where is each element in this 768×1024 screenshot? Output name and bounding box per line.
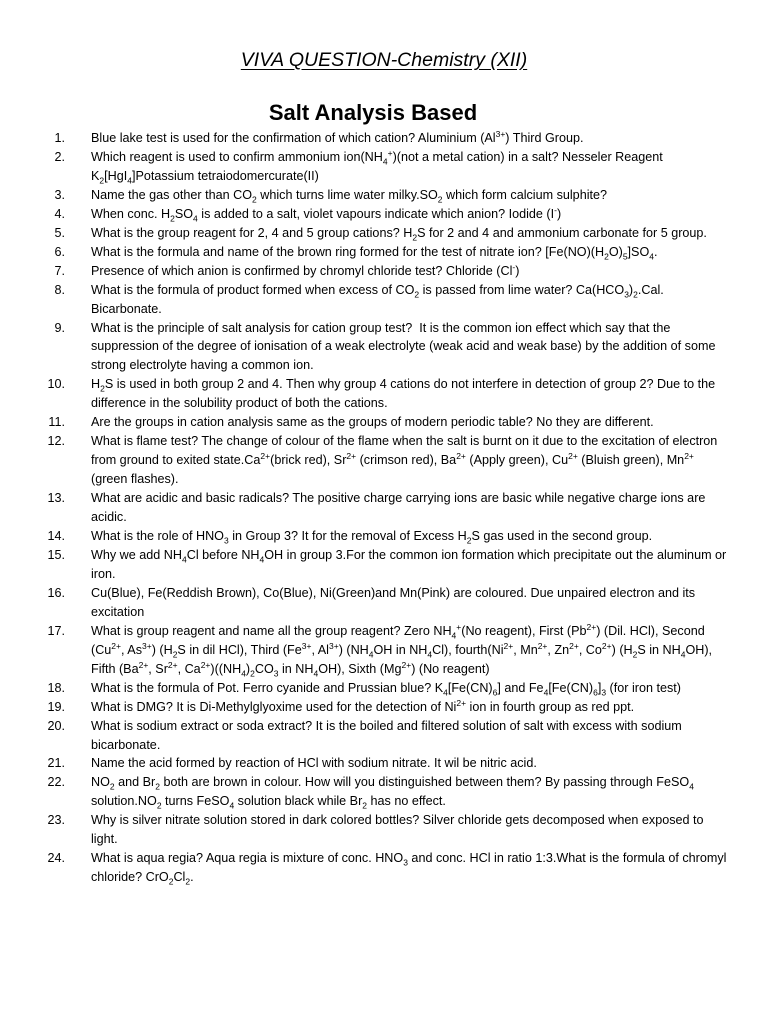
- question-text: Blue lake test is used for the confirmation of which cation? Aluminium $(Al^{3+})$ Third Group.: [91, 128, 584, 145]
- question-item: [40, 432, 730, 489]
- question-number: 24.: [47, 851, 65, 866]
- question-text: What is the formula of product formed when excess of $CO_2$ is passed from lime water? $Ca(HCO_3)_2.Cal$. Bicarbonate.: [91, 282, 664, 316]
- question-number: 6.: [54, 244, 65, 259]
- question-item: [40, 717, 730, 755]
- question-number: 3.: [54, 187, 65, 202]
- question-text: What is flame test? The change of colour of the flame when the salt is burnt on it due to the excitation of electron from ground to exited $state.Ca^{2+}(brick$ red), $Sr^{2+}$ (crimson red), $Ba^{2+}$ (Apply green), $Cu^{2+}$ (Bluish green), $Mn^{2+}(green$ flashes).: [91, 434, 718, 487]
- question-item: [40, 281, 730, 319]
- question-number: 9.: [54, 320, 65, 335]
- question-number: 12.: [47, 434, 65, 449]
- question-number: 21.: [47, 756, 65, 771]
- question-text: What is sodium extract or soda extract? It is the boiled and filtered solution of salt with excess with sodium bicarbonate.: [91, 718, 682, 752]
- question-item: [40, 262, 730, 281]
- question-number: 4.: [54, 206, 65, 221]
- question-item: [40, 489, 730, 527]
- question-item: [40, 527, 730, 546]
- question-item: [40, 622, 730, 679]
- question-item: [40, 148, 730, 186]
- question-text: What are acidic and basic radicals? The positive charge carrying ions are basic while negative charge ions are acidic.: [91, 491, 706, 525]
- question-number: 19.: [47, 699, 65, 714]
- question-number: 16.: [47, 585, 65, 600]
- question-text: What is aqua regia? Aqua regia is mixture of conc. $HNO_3$ and conc. HCl in ratio 1:3.What is the formula of chromyl chloride? $CrO_2Cl_2$.: [91, 851, 727, 887]
- question-text: Name the gas other than $CO_2$ which turns lime water $milky.SO_2$ which form calcium sulphite?: [91, 187, 607, 205]
- question-number: 7.: [54, 263, 65, 278]
- question-text: Which reagent is used to confirm ammonium $ion(NH_4^+)(not$ a metal cation) in a salt? Nesseler Reagent $K_2[HgI_4]Potassium$ tetraiodomercurate(II): [91, 147, 663, 186]
- question-item: [40, 811, 730, 849]
- question-text: Why is silver nitrate solution stored in dark colored bottles? Silver chloride gets decomposed when exposed to light.: [91, 813, 704, 847]
- question-item: [40, 698, 730, 717]
- question-text: $H_2S$ is used in both group 2 and 4. Then why group 4 cations do not interfere in detection of group 2? Due to the difference in the solubility product of both the cations.: [91, 377, 716, 411]
- question-item: [40, 584, 730, 622]
- question-item: [40, 546, 730, 584]
- question-number: 5.: [54, 225, 65, 240]
- question-text: Why we add $NH_4Cl$ before $NH_4OH$ in group 3.For the common ion formation which precipitate out the aluminum or iron.: [91, 547, 727, 581]
- question-number: 14.: [47, 529, 65, 544]
- question-text: What is the formula and name of the brown ring formed for the test of nitrate ion? $[Fe(NO)(H_2O)_5]SO_4$.: [91, 244, 658, 262]
- question-number: 22.: [47, 775, 65, 790]
- question-text: Name the acid formed by reaction of HCl with sodium nitrate. It wil be nitric acid.: [91, 756, 537, 771]
- question-number: 13.: [47, 491, 65, 506]
- question-number: 2.: [54, 149, 65, 164]
- question-text: What is the role of $HNO_3$ in Group 3? It for the removal of Excess $H_2S$ gas used in the second group.: [91, 529, 653, 546]
- question-item: [40, 754, 730, 773]
- question-item: [40, 205, 730, 224]
- question-text: Cu(Blue), Fe(Reddish Brown), Co(Blue), Ni(Green)and Mn(Pink) are coloured. Due unpaired electron and its excitation: [91, 585, 696, 619]
- question-text: What is DMG? It is Di-Methylglyoxime used for the detection of $Ni^{2+}$ ion in fourth group as red ppt.: [91, 697, 635, 714]
- question-item: [40, 224, 730, 243]
- question-item: [40, 849, 730, 887]
- question-item: [40, 243, 730, 262]
- question-text: $NO_2$ and $Br_2$ both are brown in colour. How will you distinguished between them? By passing through FeSO$_4$ $solution.NO_2$ turns FeSO$_4$ solution black while $Br_2$ has no effect.: [91, 775, 694, 811]
- question-item: [40, 679, 730, 698]
- question-text: Are the groups in cation analysis same as the groups of modern periodic table? No they are different.: [91, 415, 654, 430]
- question-item: [40, 319, 730, 376]
- question-number: 20.: [47, 718, 65, 733]
- question-number: 1.: [54, 131, 65, 145]
- question-text: When conc. $H_2SO_4$ is added to a salt, violet vapours indicate which anion? Iodide (I-): [91, 204, 562, 224]
- question-text: What is the formula of Pot. Ferro cyanide and Prussian blue? $K_4[Fe(CN)_6]$ and $Fe_4[Fe(CN)_6]_3$ (for iron test): [91, 680, 681, 698]
- document-title: VIVA QUESTION-Chemistry (XII): [240, 49, 528, 71]
- question-item: [40, 375, 730, 413]
- section-heading: Salt Analysis Based: [268, 100, 478, 125]
- question-text: What is the group reagent for 2, 4 and 5 group cations? $H_2S$ for 2 and 4 and ammonium carbonate for 5 group.: [91, 225, 707, 243]
- question-item: [40, 413, 730, 432]
- question-number: 23.: [47, 813, 65, 828]
- question-item: [40, 186, 730, 205]
- question-number: 17.: [47, 623, 65, 638]
- question-list: [40, 129, 730, 887]
- question-text: What is group reagent and name all the group reagent? Zero $NH_4^+(No$ reagent), First $(Pb^{2+})$ (Dil. HCl), Second ($Cu^{2+}$, $As^{3+}$) ($H_2S$ in dil HCl), Third ($Fe^{3+}$, $Al^{3+}$) ($NH_4OH$ in $NH_4Cl$), $fourth(Ni^{2+}$, $Mn^{2+}$, $Zn^{2+}$, $Co^{2+}$) ($H_2S$ in $NH_4OH$), Fifth ($Ba^{2+}$, $Sr^{2+}$, $Ca^{2+})((NH_4)_2CO_3$ in $NH_4OH$), Sixth $(Mg^{2+})$ (No reagent): [91, 621, 713, 679]
- question-number: 8.: [54, 282, 65, 297]
- question-number: 11.: [48, 415, 65, 430]
- question-number: 10.: [47, 377, 65, 392]
- question-text: What is the principle of salt analysis for cation group test? It is the common ion effect which say that the suppression of the degree of ionisation of a weak electrolyte (weak acid and weak base) by the addition of some strong electrolyte having a common ion.: [91, 320, 716, 373]
- question-number: 18.: [47, 680, 65, 695]
- question-number: 15.: [47, 547, 65, 562]
- question-item: [40, 773, 730, 811]
- question-item: [40, 129, 730, 148]
- question-text: Presence of which anion is confirmed by chromyl chloride test? Chloride (Cl-): [91, 261, 520, 278]
